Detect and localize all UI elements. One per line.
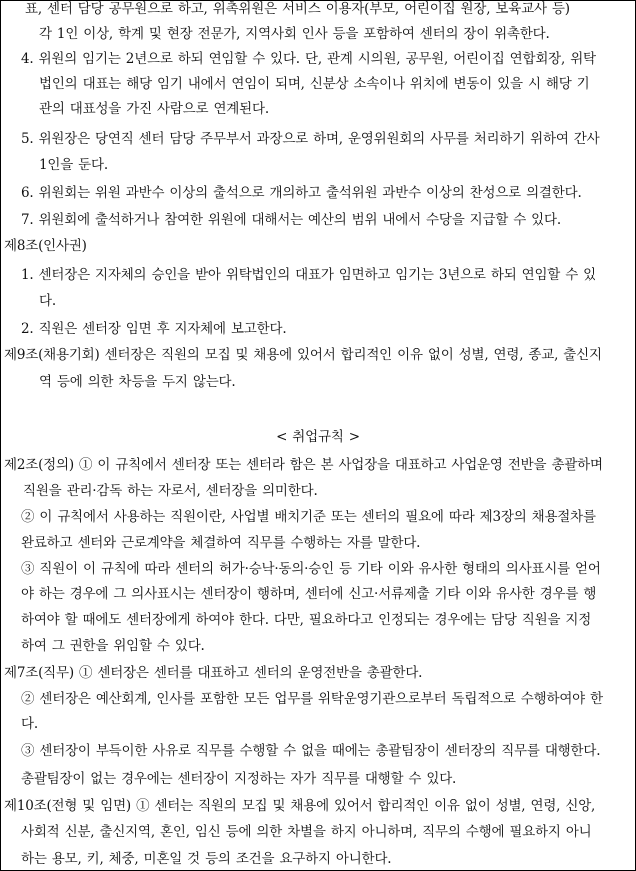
- text-line: 다.: [21, 716, 38, 732]
- text-line: 하는 용모, 키, 체중, 미혼일 것 등의 조건을 요구하지 아니한다.: [21, 851, 392, 867]
- text-line: 하여 그 권한을 위임할 수 있다.: [21, 638, 205, 654]
- text-line: 사회적 신분, 출신지역, 혼인, 임신 등에 의한 차별을 하지 아니하며, 직무의 수행에 필요하지 아니: [21, 824, 592, 840]
- clause-line: ③ 센터장이 부득이한 사유로 직무를 수행할 수 없을 때에는 총괄팀장이 센터장의 직무를 대행한다.: [21, 743, 601, 759]
- clause-line: ② 센터장은 예산회계, 인사를 포함한 모든 업무를 위탁운영기관으로부터 독립적으로 수행하여야 한: [21, 691, 603, 707]
- clause-line: ② 이 규칙에서 사용하는 직원이란, 사업별 배치기준 또는 센터의 필요에 따라 제3장의 채용절차를: [21, 509, 596, 525]
- list-item-1: 1. 센터장은 지자체의 승인을 받아 위탁법인의 대표가 임면하고 임기는 3년으로 하되 연임할 수 있: [21, 267, 597, 283]
- text-line: 하여야 할 때에도 센터장에게 하여야 한다. 다만, 필요하다고 인정되는 경우에는 담당 직원을 지정: [21, 612, 592, 628]
- text-line: 표, 센터 담당 공무원으로 하고, 위촉위원은 서비스 이용자(부모, 어린이집 원장, 보육교사 등): [25, 1, 570, 17]
- list-item-5: 5. 위원장은 당연직 센터 담당 주무부서 과장으로 하며, 운영위원회의 사무를 처리하기 위하여 간사: [21, 131, 600, 147]
- text-line: 다.: [39, 293, 56, 309]
- clause-line: ③ 직원이 이 규칙에 따라 센터의 허가·승낙·동의·승인 등 기타 이와 유사한 형태의 의사표시를 얻어: [21, 561, 601, 577]
- text-line: 총괄팀장이 없는 경우에는 센터장이 지정하는 자가 직무를 대행할 수 있다.: [21, 771, 457, 787]
- list-item-6: 6. 위원회는 위원 과반수 이상의 출석으로 개의하고 출석위원 과반수 이상의 찬성으로 의결한다.: [21, 185, 582, 201]
- article-paragraph: 제7조(직무) ① 센터장은 센터를 대표하고 센터의 운영전반을 총괄한다.: [4, 665, 423, 681]
- text-line: 역 등에 의한 차등을 두지 않는다.: [39, 374, 236, 390]
- list-item-2: 2. 직원은 센터장 임면 후 지자체에 보고한다.: [21, 321, 287, 337]
- article-heading: 제8조(인사권): [4, 238, 87, 254]
- list-item-4: 4. 위원의 임기는 2년으로 하되 연임할 수 있다. 단, 관계 시의원, 공무원, 어린이집 연합회장, 위탁: [21, 51, 596, 67]
- article-paragraph: 제9조(채용기회) 센터장은 직원의 모집 및 채용에 있어서 합리적인 이유 없이 성별, 연령, 종교, 출신지: [4, 347, 602, 363]
- text-line: 관의 대표성을 가진 사람으로 연계된다.: [39, 101, 269, 117]
- text-line: 완료하고 센터와 근로계약을 체결하여 직무를 수행하는 자를 말한다.: [21, 535, 421, 551]
- article-paragraph: 제2조(정의) ① 이 규칙에서 센터장 또는 센터라 함은 본 사업장을 대표하고 사업운영 전반을 총괄하며: [4, 457, 603, 473]
- text-line: 1인을 둔다.: [39, 157, 108, 173]
- article-paragraph: 제10조(전형 및 임면) ① 센터는 직원의 모집 및 채용에 있어서 합리적인 이유 없이 성별, 연령, 신앙,: [4, 798, 596, 814]
- section-title: < 취업규칙 >: [276, 429, 360, 445]
- text-line: 법인의 대표는 해당 임기 내에서 연임이 되며, 신분상 소속이나 위치에 변동이 있을 시 해당 기: [39, 76, 590, 92]
- text-line: 직원을 관리·감독 하는 자로서, 센터장을 의미한다.: [23, 483, 318, 499]
- list-item-7: 7. 위원회에 출석하거나 참여한 위원에 대해서는 예산의 범위 내에서 수당을 지급할 수 있다.: [21, 212, 561, 228]
- text-line: 각 1인 이상, 학계 및 현장 전문가, 지역사회 인사 등을 포함하여 센터의 장이 위촉한다.: [39, 26, 550, 42]
- text-line: 야 하는 경우에 그 의사표시는 센터장이 행하며, 센터에 신고·서류제출 기타 이와 유사한 경우를 행: [21, 586, 597, 602]
